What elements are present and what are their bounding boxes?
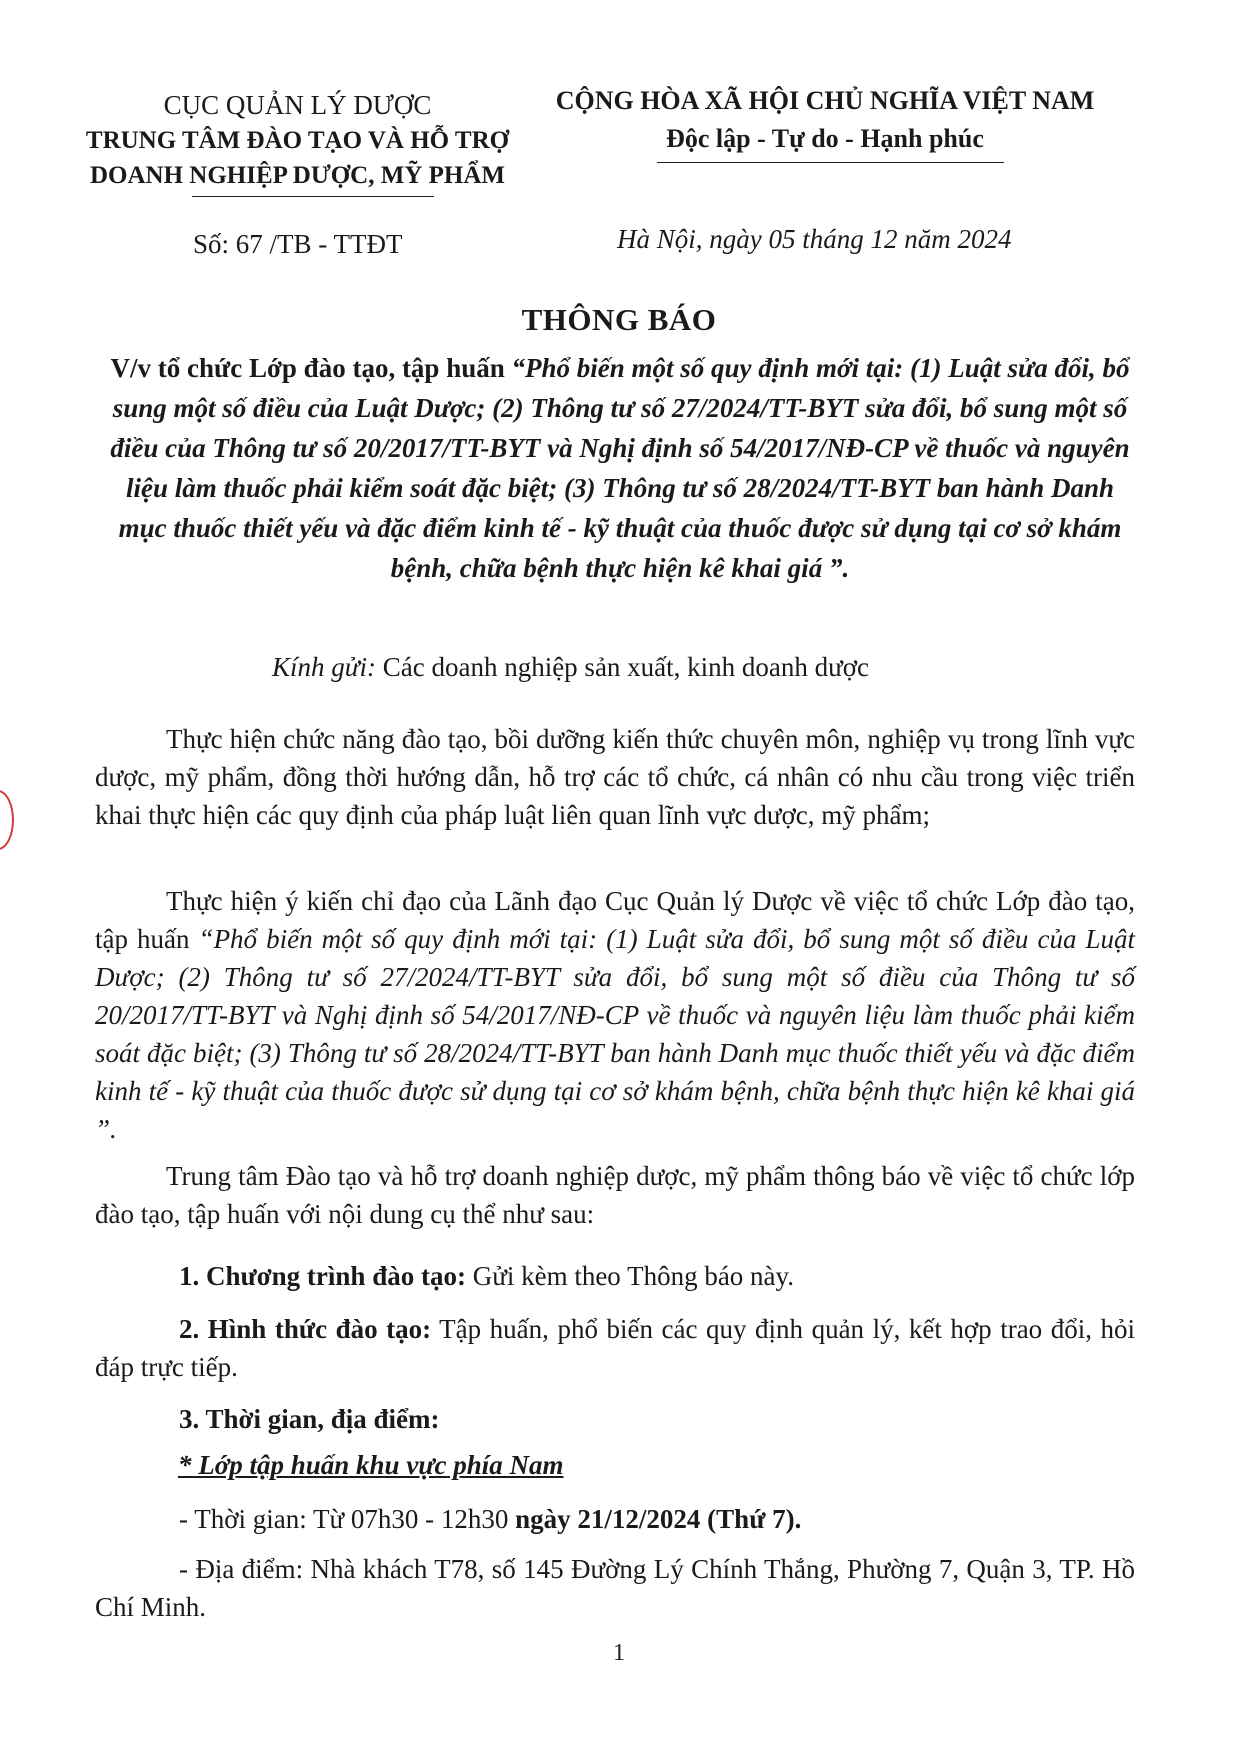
paragraph-directive <box>95 882 1135 1148</box>
national-header-block <box>525 82 1125 158</box>
motto-divider <box>657 162 1004 163</box>
agency-divider <box>192 196 434 197</box>
center-name-line2: DOANH NGHIỆP DƯỢC, MỸ PHẨM <box>89 162 505 189</box>
nation-name: CỘNG HÒA XÃ HỘI CHỦ NGHĨA VIỆT NAM <box>555 86 1095 115</box>
south-class-time <box>95 1500 1135 1538</box>
item-1-text: Gửi kèm theo Thông báo này. <box>465 1261 795 1291</box>
national-motto: Độc lập - Tự do - Hạnh phúc <box>666 124 984 153</box>
item-1-label: 1. Chương trình đào tạo: <box>179 1261 466 1291</box>
south-time-prefix: - Thời gian: Từ 07h30 - 12h30 <box>179 1504 516 1534</box>
item-training-program <box>95 1257 1135 1295</box>
recipient-line <box>272 652 869 683</box>
south-class-venue: - Địa điểm: Nhà khách T78, số 145 Đường Lý Chính Thắng, Phường 7, Quận 3, TP. Hồ Chí Minh. <box>95 1554 1135 1622</box>
subject-quoted-title: “Phổ biến một số quy định mới tại: (1) Luật sửa đổi, bổ sung một số điều của Luật Dược; (2) Thông tư số 27/2024/TT-BYT sửa đổi, bổ sung một số điều của Thông tư số 20/2017/TT-BYT và Nghị định số 54/2017/NĐ-CP về thuốc và nguyên liệu làm thuốc phải kiểm soát đặc biệt; (3) Thông tư số 28/2024/TT-BYT ban hành Danh mục thuốc thiết yếu và đặc điểm kinh tế - kỹ thuật của thuốc được sử dụng tại cơ sở khám bệnh, chữa bệnh thực hiện kê khai giá ”. <box>110 353 1130 583</box>
margin-stamp-mark <box>0 790 14 850</box>
recipient-label: Kính gửi: <box>272 652 376 682</box>
document-subject <box>110 348 1130 588</box>
south-class-heading: * Lớp tập huấn khu vực phía Nam <box>178 1450 564 1480</box>
page-number: 1 <box>613 1640 625 1666</box>
agency-name: CỤC QUẢN LÝ DƯỢC <box>163 90 432 120</box>
item-2-label: 2. Hình thức đào tạo: <box>179 1314 432 1344</box>
place-and-date: Hà Nội, ngày 05 tháng 12 năm 2024 <box>617 224 1012 254</box>
subject-prefix: V/v tổ chức Lớp đào tạo, tập huấn <box>110 353 512 383</box>
center-name-line1: TRUNG TÂM ĐÀO TẠO VÀ HỖ TRỢ <box>85 127 510 154</box>
paragraph-directive-quoted: “Phổ biến một số quy định mới tại: (1) Luật sửa đổi, bổ sung một số điều của Luật Dược; (2) Thông tư số 27/2024/TT-BYT sửa đổi, bổ sung một số điều của Thông tư số 20/2017/TT-BYT và Nghị định số 54/2017/NĐ-CP về thuốc và nguyên liệu làm thuốc phải kiểm soát đặc biệt; (3) Thông tư số 28/2024/TT-BYT ban hành Danh mục thuốc thiết yếu và đặc điểm kinh tế - kỹ thuật của thuốc được sử dụng tại cơ sở khám bệnh, chữa bệnh thực hiện kê khai giá ”. <box>95 924 1135 1144</box>
document-title: THÔNG BÁO <box>521 302 717 337</box>
item-training-format <box>95 1310 1135 1386</box>
paragraph-purpose: Thực hiện chức năng đào tạo, bồi dưỡng kiến thức chuyên môn, nghiệp vụ trong lĩnh vực dược, mỹ phẩm, đồng thời hướng dẫn, hỗ trợ các tổ chức, cá nhân có nhu cầu trong việc triển khai thực hiện các quy định của pháp luật liên quan lĩnh vực dược, mỹ phẩm; <box>95 724 1135 830</box>
recipient-value: Các doanh nghiệp sản xuất, kinh doanh dược <box>375 652 870 682</box>
item-2-text: Tập huấn, phổ biến các quy định quản lý, kết hợp trao đổi, hỏi đáp trực tiếp. <box>95 1314 1136 1382</box>
item-time-location <box>95 1400 1135 1438</box>
south-time-date: ngày 21/12/2024 (Thứ 7). <box>515 1504 802 1534</box>
paragraph-announcement: Trung tâm Đào tạo và hỗ trợ doanh nghiệp dược, mỹ phẩm thông báo về việc tổ chức lớp đào tạo, tập huấn với nội dung cụ thể như sau: <box>95 1161 1135 1229</box>
document-number: Số: 67 /TB - TTĐT <box>193 229 403 259</box>
item-3-label: 3. Thời gian, địa điểm: <box>179 1404 440 1434</box>
issuing-agency-block <box>70 88 525 193</box>
paragraph-directive-prefix: Thực hiện ý kiến chỉ đạo của Lãnh đạo Cục Quản lý Dược về việc tổ chức Lớp đào tạo, tập huấn <box>95 886 1135 954</box>
